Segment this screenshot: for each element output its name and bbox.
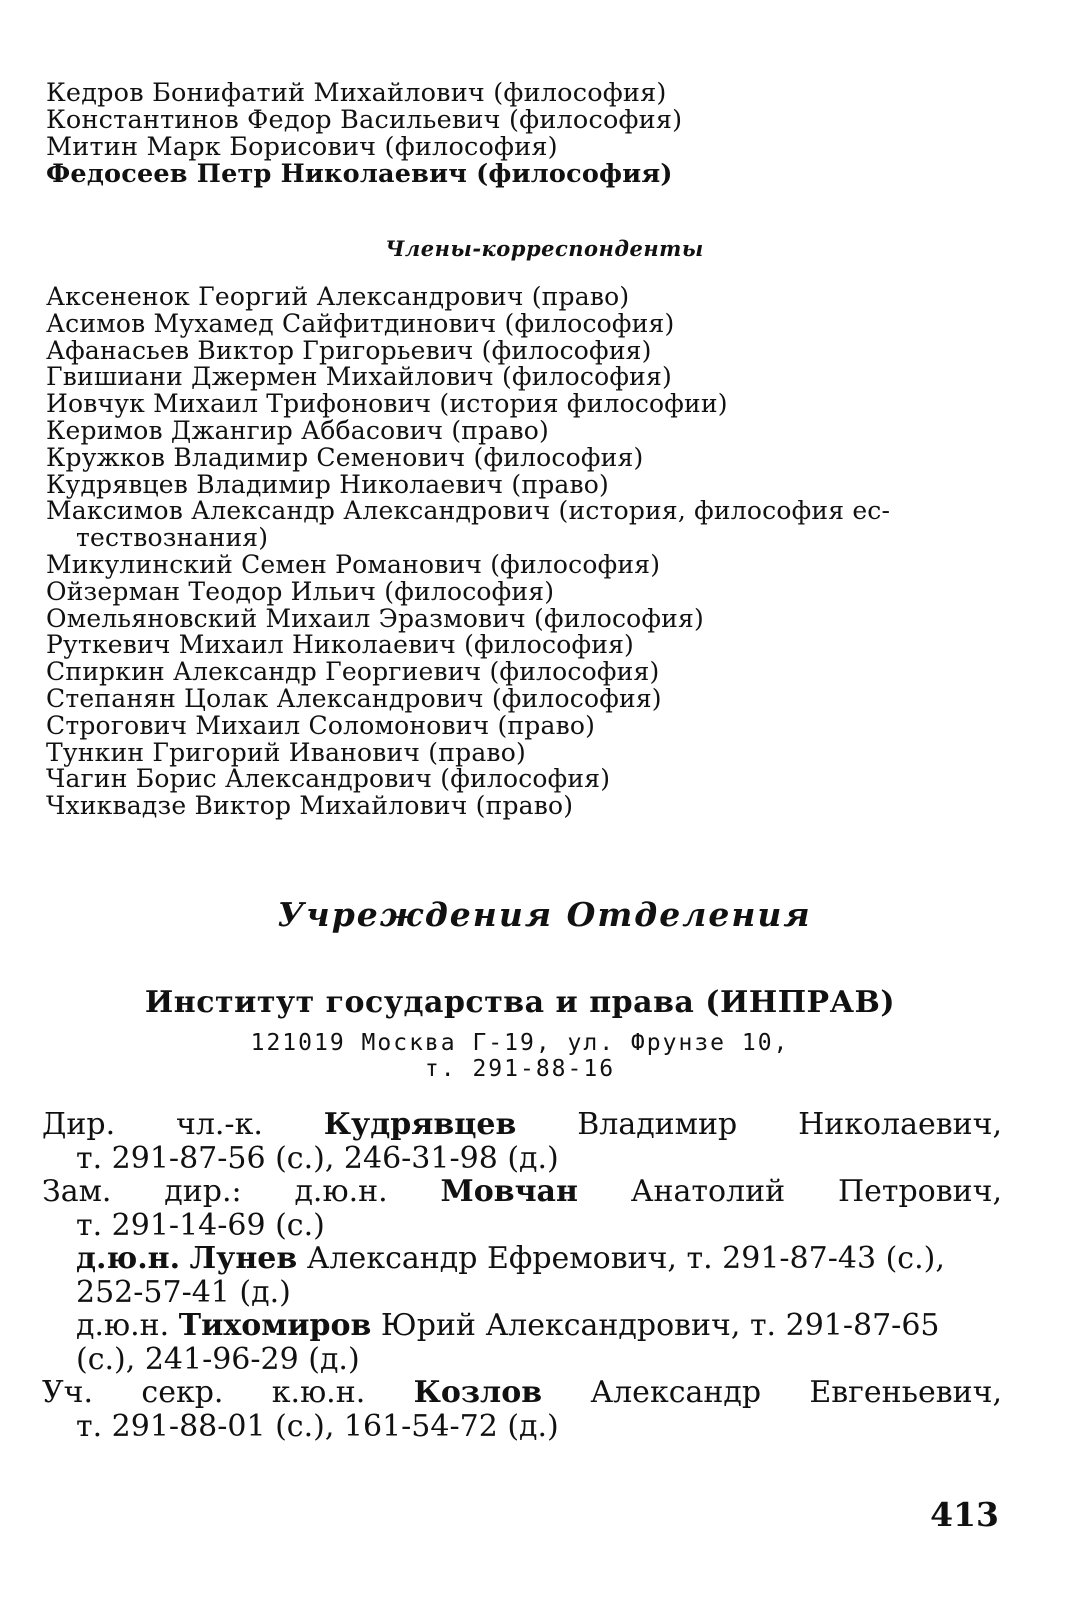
surname: Лунев	[189, 1241, 298, 1276]
list-item: Константинов Федор Васильевич (философия)	[46, 105, 683, 135]
page-number: 413	[930, 1495, 999, 1534]
list-item: Кедров Бонифатий Михайлович (философия)	[46, 78, 667, 108]
section-title: Учреждения Отделения	[277, 895, 812, 934]
corr-members-list	[46, 284, 1046, 820]
list-item: Чагин Борис Александрович (философия)	[46, 764, 611, 794]
surname: Кудрявцев	[323, 1107, 517, 1142]
director-entry	[42, 1108, 1002, 1142]
phone-line: (с.), 241-96-29 (д.)	[76, 1341, 360, 1377]
list-item: Федосеев Петр Николаевич (философия)	[46, 159, 673, 189]
list-item: Чхиквадзе Виктор Михайлович (право)	[46, 791, 574, 821]
degree-label: д.ю.н.	[76, 1308, 170, 1343]
phone-line: т. 291-14-69 (с.)	[76, 1207, 325, 1243]
staff-list	[42, 1108, 1002, 1443]
academicians-list	[46, 80, 1026, 188]
list-item: Микулинский Семен Романович (философия)	[46, 549, 661, 579]
given-names: Владимир Николаевич,	[577, 1107, 1003, 1142]
list-item: Митин Марк Борисович (философия)	[46, 132, 558, 162]
list-item-continuation: тествознания)	[76, 523, 269, 553]
degree-label: д.ю.н.	[76, 1241, 181, 1276]
list-item: Ойзерман Теодор Ильич (философия)	[46, 576, 555, 606]
list-item: Степанян Цолак Александрович (философия)	[46, 683, 662, 713]
list-item: Кудрявцев Владимир Николаевич (право)	[46, 469, 610, 499]
phone-line: т. 291-88-01 (с.), 161-54-72 (д.)	[76, 1408, 559, 1444]
phone-line: т. 291-87-56 (с.), 246-31-98 (д.)	[76, 1140, 559, 1176]
list-item: Иовчук Михаил Трифонович (история философии)	[46, 389, 728, 419]
list-item: Максимов Александр Александрович (история, философия ес-	[46, 496, 891, 526]
list-item: Руткевич Михаил Николаевич (философия)	[46, 630, 635, 660]
list-item: Аксененок Георгий Александрович (право)	[46, 282, 630, 311]
list-item: Асимов Мухамед Сайфитдинович (философия)	[46, 308, 675, 338]
surname: Тихомиров	[178, 1308, 372, 1343]
deputy-entry	[42, 1309, 1002, 1343]
list-item: Гвишиани Джермен Михайлович (философия)	[46, 362, 672, 392]
position-label: Уч. секр. к.ю.н.	[42, 1375, 366, 1410]
list-item: Керимов Джангир Аббасович (право)	[46, 415, 549, 445]
list-item: Строгович Михаил Соломонович (право)	[46, 710, 596, 740]
list-item: Спиркин Александр Георгиевич (философия)	[46, 657, 660, 687]
address-line: 121019 Москва Г-19, ул. Фрунзе 10,	[250, 1030, 790, 1056]
given-names: Юрий Александрович, т. 291-87-65	[380, 1308, 940, 1343]
position-label: Дир. чл.-к.	[42, 1107, 263, 1142]
surname: Мовчан	[440, 1174, 578, 1209]
corr-members-heading: Члены-корреспонденты	[385, 236, 704, 261]
institute-title: Институт государства и права (ИНПРАВ)	[144, 985, 896, 1020]
phone-line: 252-57-41 (д.)	[76, 1274, 291, 1310]
list-item: Тункин Григорий Иванович (право)	[46, 737, 526, 767]
given-names: Александр Ефремович, т. 291-87-43 (с.),	[306, 1241, 945, 1276]
institute-address	[0, 1030, 1040, 1082]
given-names: Анатолий Петрович,	[630, 1174, 1002, 1209]
list-item: Кружков Владимир Семенович (философия)	[46, 442, 644, 472]
surname: Козлов	[413, 1375, 543, 1410]
deputy-entry	[42, 1242, 1002, 1276]
phone-line: т. 291-88-16	[424, 1056, 616, 1082]
deputy-entry	[42, 1175, 1002, 1209]
given-names: Александр Евгеньевич,	[590, 1375, 1002, 1410]
position-label: Зам. дир.: д.ю.н.	[42, 1174, 388, 1209]
list-item: Афанасьев Виктор Григорьевич (философия)	[46, 335, 652, 365]
list-item: Омельяновский Михаил Эразмович (философия)	[46, 603, 704, 633]
secretary-entry	[42, 1376, 1002, 1410]
